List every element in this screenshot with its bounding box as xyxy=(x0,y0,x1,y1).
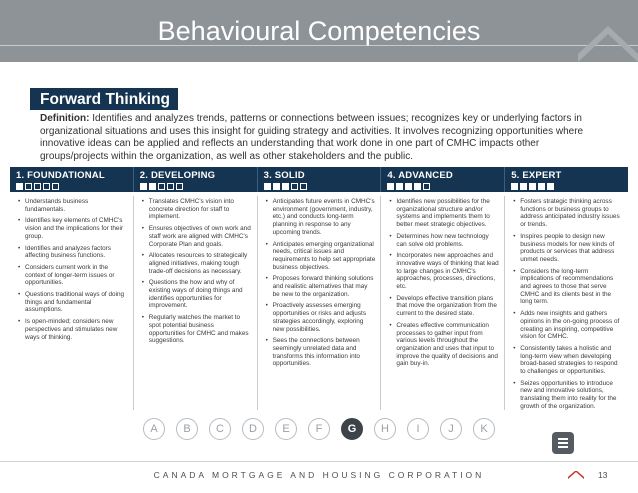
level-indicator xyxy=(16,183,133,190)
competency-letter-d[interactable]: D xyxy=(242,418,264,440)
level-column xyxy=(504,196,628,410)
level-box xyxy=(291,183,298,190)
behaviour-item: • Identifies and analyzes factors affecting business functions. xyxy=(18,245,128,260)
behaviour-item: • Identifies key elements of CMHC's vision and the implications for their group. xyxy=(18,217,128,240)
level-column xyxy=(10,196,133,410)
competency-letter-h[interactable]: H xyxy=(374,418,396,440)
behaviour-item: • Consistently takes a holistic and long-term view when developing broad-based strategies to respond to challenges or opportunities. xyxy=(513,345,623,376)
competency-letter-f[interactable]: F xyxy=(308,418,330,440)
competency-letter-j[interactable]: J xyxy=(440,418,462,440)
page-title: Behavioural Competencies xyxy=(157,16,481,46)
definition-text: Identifies and analyzes trends, patterns or connections between issues; recognizes key or underlying factors in organizational situations and uses this insight for guiding strategy and activities. It involves recognizing opportunities where innovative ideas can be applied and reflects an understanding that work done in one part of CMHC impacts other groups/projects within the organization, as well as other stakeholders and the public. xyxy=(40,113,584,162)
level-name: 4. ADVANCED xyxy=(387,170,453,181)
level-header xyxy=(257,167,381,192)
level-box xyxy=(282,183,289,190)
level-header xyxy=(133,167,257,192)
cmhc-logo-icon xyxy=(568,471,584,479)
level-box xyxy=(538,183,545,190)
level-box xyxy=(423,183,430,190)
behaviour-item: • Inspires people to design new business models for new kinds of products or services that address unmet needs. xyxy=(513,233,623,264)
behaviour-item: • Anticipates future events in CMHC's environment (government, industry, etc.) and conducts long-term planning in response to any upcoming trends. xyxy=(266,198,376,237)
behaviour-item: • Determines how new technology can solve old problems. xyxy=(389,233,499,248)
behaviour-item: • Proactively assesses emerging opportunities or risks and adjusts strategies accordingly, exploring new possibilities. xyxy=(266,302,376,333)
competency-letter-e[interactable]: E xyxy=(275,418,297,440)
behaviour-list xyxy=(266,198,376,368)
level-box xyxy=(167,183,174,190)
level-box xyxy=(387,183,394,190)
behaviour-item: • Adds new insights and gathers opinions in the on-going process of creating an inspiring, competitive vision for CMHC. xyxy=(513,310,623,341)
behaviour-item: • Identifies new possibilities for the organizational structure and/or systems and implements them to better meet strategic objectives. xyxy=(389,198,499,229)
behaviour-item: • Considers current work in the context of longer-term issues or opportunities. xyxy=(18,264,128,287)
behaviour-list xyxy=(142,198,252,345)
level-name: 2. DEVELOPING xyxy=(139,170,216,181)
level-box xyxy=(529,183,536,190)
header-banner xyxy=(0,0,638,62)
level-box xyxy=(52,183,59,190)
level-box xyxy=(158,183,165,190)
level-name: 5. EXPERT xyxy=(511,170,562,181)
level-box xyxy=(273,183,280,190)
behaviour-item: • Allocates resources to strategically aligned initiatives, making tough trade-off decisions as necessary. xyxy=(142,252,252,275)
level-column xyxy=(133,196,257,410)
level-name: 3. SOLID xyxy=(263,170,305,181)
behaviour-item: • Is open-minded; considers new perspectives and stimulates new ways of thinking. xyxy=(18,318,128,341)
level-box xyxy=(396,183,403,190)
level-indicator xyxy=(387,183,504,190)
behaviour-list xyxy=(513,198,623,411)
level-box xyxy=(520,183,527,190)
competency-letter-g[interactable]: G xyxy=(341,418,363,440)
competency-letter-b[interactable]: B xyxy=(176,418,198,440)
definition xyxy=(40,113,610,163)
definition-label: Definition: xyxy=(40,113,90,124)
menu-icon[interactable] xyxy=(552,432,574,454)
behaviour-item: • Questions traditional ways of doing things and fundamental assumptions. xyxy=(18,291,128,314)
behaviour-item: • Develops effective transition plans that move the organization from the current to the desired state. xyxy=(389,295,499,318)
competency-title: Forward Thinking xyxy=(30,88,178,110)
level-box xyxy=(16,183,23,190)
level-header xyxy=(10,167,133,192)
level-box xyxy=(300,183,307,190)
page-number: 13 xyxy=(598,470,608,480)
level-box xyxy=(405,183,412,190)
behaviour-item: • Considers the long-term implications of recommendations and agrees to those that serve CMHC and its clients best in the long term. xyxy=(513,268,623,307)
behaviour-item: • Fosters strategic thinking across functions or business groups to address anticipated industry issues or trends. xyxy=(513,198,623,229)
behaviour-item: • Questions the how and why of existing ways of doing things and identifies opportunities for improvement. xyxy=(142,279,252,310)
level-columns xyxy=(10,196,628,410)
behaviour-item: • Understands business fundamentals. xyxy=(18,198,128,213)
level-header-bar xyxy=(10,167,628,192)
behaviour-item: • Seizes opportunities to introduce new and innovative solutions, translating them into reality for the growth of the organization. xyxy=(513,380,623,411)
behaviour-item: • Proposes forward thinking solutions and realistic alternatives that may be new to the organization. xyxy=(266,275,376,298)
level-box xyxy=(264,183,271,190)
level-box xyxy=(140,183,147,190)
competency-letter-nav xyxy=(143,418,495,440)
behaviour-item: • Sees the connections between seemingly unrelated data and transforms this information into opportunities. xyxy=(266,337,376,368)
level-box xyxy=(176,183,183,190)
behaviour-item: • Incorporates new approaches and innovative ways of thinking that lead to large changes in CMHC's approaches, processes, directions, etc. xyxy=(389,252,499,291)
level-header xyxy=(380,167,504,192)
level-column xyxy=(257,196,381,410)
behaviour-list xyxy=(18,198,128,341)
level-box xyxy=(149,183,156,190)
level-indicator xyxy=(264,183,381,190)
level-box xyxy=(25,183,32,190)
behaviour-item: • Translates CMHC's vision into concrete direction for staff to implement. xyxy=(142,198,252,221)
level-indicator xyxy=(511,183,628,190)
chevron-decoration-icon xyxy=(578,26,638,62)
level-box xyxy=(547,183,554,190)
level-box xyxy=(34,183,41,190)
competency-letter-a[interactable]: A xyxy=(143,418,165,440)
behaviour-list xyxy=(389,198,499,368)
level-header xyxy=(504,167,628,192)
level-box xyxy=(511,183,518,190)
competency-letter-c[interactable]: C xyxy=(209,418,231,440)
behaviour-item: • Anticipates emerging organizational needs, critical issues and requirements to help set appropriate business objectives. xyxy=(266,241,376,272)
competency-letter-i[interactable]: I xyxy=(407,418,429,440)
behaviour-item: • Creates effective communication processes to gather input from various levels throughout the organization and uses that input to improve the quality of decisions and gain buy-in. xyxy=(389,322,499,368)
level-box xyxy=(43,183,50,190)
competency-letter-k[interactable]: K xyxy=(473,418,495,440)
footer-org: CANADA MORTGAGE AND HOUSING CORPORATION xyxy=(153,470,485,480)
behaviour-item: • Ensures objectives of own work and staff work are aligned with CMHC's Corporate Plan and goals. xyxy=(142,225,252,248)
footer-divider xyxy=(0,461,638,462)
level-name: 1. FOUNDATIONAL xyxy=(16,170,105,181)
level-box xyxy=(414,183,421,190)
behaviour-item: • Regularly watches the market to spot potential business opportunities for CMHC and makes suggestions. xyxy=(142,314,252,345)
level-column xyxy=(380,196,504,410)
level-indicator xyxy=(140,183,257,190)
